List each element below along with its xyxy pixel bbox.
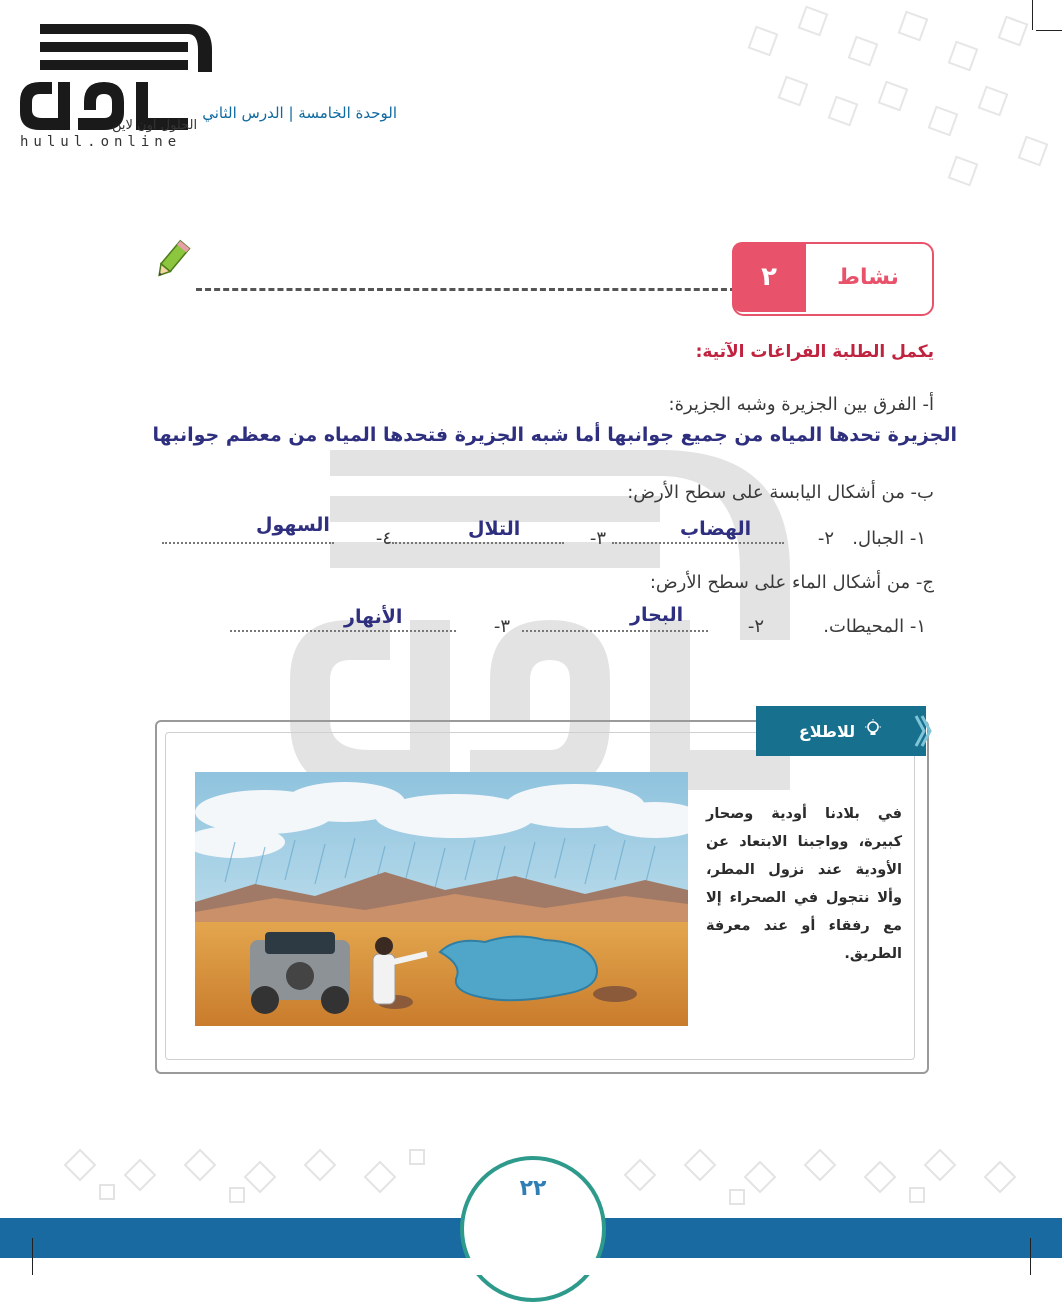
logo-arabic-subtitle: الحلول اون لاين xyxy=(112,118,198,133)
info-box-text: في بلادنا أودية وصحار كبيرة، وواجبنا الابتعاد عن الأودية عند نزول المطر، وألا نتجول في الصحراء إلا مع رفقاء أو عند معرفة الطريق. xyxy=(706,806,902,962)
question-c-item-3-label: ٣- xyxy=(493,616,510,637)
unit-lesson-title: الوحدة الخامسة | الدرس الثاني xyxy=(202,104,397,122)
crop-mark xyxy=(1030,1238,1031,1275)
desert-rain-scene xyxy=(195,772,688,1026)
question-a-prompt: أ- الفرق بين الجزيرة وشبه الجزيرة: xyxy=(668,394,934,415)
info-box-tag xyxy=(756,706,926,756)
decorative-pattern-bottom-right xyxy=(610,1140,1040,1210)
page-number: ٢٢ xyxy=(519,1176,547,1201)
decorative-pattern-bottom-left xyxy=(40,1140,460,1210)
question-c-answer-2: البحار xyxy=(630,604,684,626)
question-b-answer-2: الهضاب xyxy=(680,518,752,540)
question-c-item-1: ١- المحيطات. xyxy=(823,616,926,637)
question-b-prompt: ب- من أشكال اليابسة على سطح الأرض: xyxy=(627,482,934,503)
question-b-answer-4: السهول xyxy=(256,514,330,536)
question-b-item-3-label: ٣- xyxy=(589,528,606,549)
info-box-tag-label: للاطلاع xyxy=(798,721,856,741)
question-b-item-4-label: ٤- xyxy=(375,528,392,549)
pencil-icon xyxy=(150,238,194,282)
footer-bottom-margin xyxy=(0,1258,1062,1275)
question-c-item-2-label: ٢- xyxy=(747,616,764,637)
question-b-answer-3: التلال xyxy=(468,518,521,540)
question-c-prompt: ج- من أشكال الماء على سطح الأرض: xyxy=(649,572,934,593)
question-b-item-2-label: ٢- xyxy=(817,528,834,549)
activity-number: ٢ xyxy=(732,242,806,312)
question-a-answer: الجزيرة تحدها المياه من جميع جوانبها أما شبه الجزيرة فتحدها المياه من معظم جوانبها xyxy=(152,424,957,446)
lightbulb-icon xyxy=(863,719,883,743)
logo-latin-text: hulul.online xyxy=(20,134,182,150)
info-box-chevron-icon xyxy=(914,706,932,756)
instruction-text: يكمل الطلبة الفراغات الآتية: xyxy=(695,342,934,362)
question-c-answer-3: الأنهار xyxy=(344,606,403,628)
crop-mark xyxy=(1032,0,1033,30)
activity-label: نشاط xyxy=(837,264,899,290)
question-b-item-1: ١- الجبال. xyxy=(852,528,926,549)
crop-mark xyxy=(32,1238,33,1275)
crop-mark xyxy=(1036,30,1062,31)
question-c-blank-3 xyxy=(230,616,456,632)
activity-dashed-line xyxy=(196,288,736,291)
decorative-pattern-top xyxy=(722,0,1062,200)
